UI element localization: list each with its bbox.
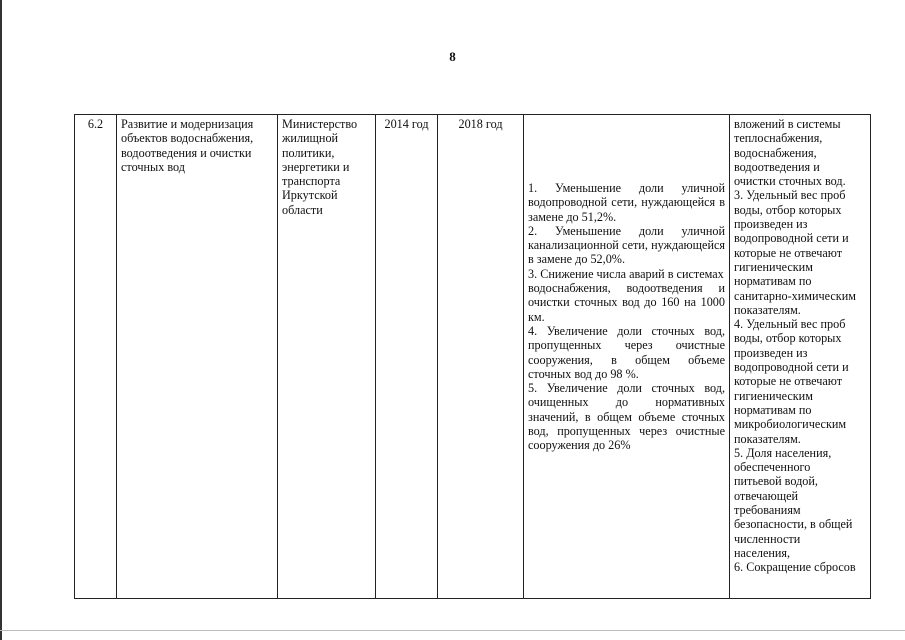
responsible-line: жилищной <box>282 131 339 146</box>
target-line: нормативам по <box>734 402 812 417</box>
result-item: 5. Увеличение доли сточных вод, очищенных до нормативных значений, в общем объеме сточных вод, пропущенных через очистные сооружения до 26% <box>528 381 725 453</box>
target-line: водопроводной сети и <box>734 231 849 246</box>
target-line: отвечающей <box>734 488 799 503</box>
expected-results <box>524 115 730 599</box>
target-line: которые не отвечают <box>734 245 843 260</box>
responsible-line: Иркутской <box>282 188 338 203</box>
responsible-line: Министерство <box>282 117 358 131</box>
target-line: микробиологическим <box>734 417 847 432</box>
responsible-line: политики, <box>282 145 335 160</box>
target-line: гигиеническим <box>734 388 813 403</box>
end-year: 2018 год <box>438 115 524 599</box>
target-line: требованиям <box>734 503 801 518</box>
page-bottom-line <box>0 630 905 631</box>
target-line: численности <box>734 531 801 546</box>
result-item: 3. Снижение числа аварий в системах <box>528 266 724 281</box>
target-line: произведен из <box>734 217 808 232</box>
page-edge-line <box>0 0 2 640</box>
target-line: питьевой водой, <box>734 474 818 489</box>
result-item: водоснабжения, водоотведения и очистки сточных вод до 160 на 1000 км. <box>528 281 725 324</box>
target-line: 6. Сокращение сбросов <box>734 560 856 575</box>
target-line: показателям. <box>734 431 801 446</box>
result-item: 2. Уменьшение доли уличной канализационной сети, нуждающейся в замене до 52,0%. <box>528 223 725 267</box>
target-line: 5. Доля населения, <box>734 445 832 460</box>
target-line: водоснабжения, <box>734 145 817 160</box>
target-line: 4. Удельный вес проб <box>734 317 846 332</box>
row-number: 6.2 <box>75 115 117 599</box>
table-row <box>75 115 871 599</box>
target-line: очистки сточных вод. <box>734 174 846 189</box>
target-line: водопроводной сети и <box>734 360 849 375</box>
responsible-executor <box>278 115 376 599</box>
target-line: которые не отвечают <box>734 374 843 389</box>
responsible-line: транспорта <box>282 174 341 189</box>
target-line: населения, <box>734 545 791 560</box>
target-line: водоотведения и <box>734 159 820 174</box>
target-line: воды, отбор которых <box>734 331 842 346</box>
result-item: 1. Уменьшение доли уличной водопроводной сети, нуждающейся в замене до 51,2%. <box>528 181 725 224</box>
start-year: 2014 год <box>376 115 438 599</box>
target-line: гигиеническим <box>734 259 813 274</box>
target-line: обеспеченного <box>734 460 811 475</box>
target-line: 3. Удельный вес проб <box>734 188 846 203</box>
target-line: показателям. <box>734 302 801 317</box>
responsible-line: энергетики и <box>282 159 350 174</box>
target-line: произведен из <box>734 345 808 360</box>
target-line: теплоснабжения, <box>734 131 823 146</box>
target-line: воды, отбор которых <box>734 202 842 217</box>
page-number: 8 <box>449 49 456 64</box>
measure-title: Развитие и модернизация объектов водоснабжения, водоотведения и очистки сточных вод <box>117 115 278 599</box>
target-line: безопасности, в общей <box>734 517 853 532</box>
target-line: нормативам по <box>734 274 812 289</box>
program-table <box>74 114 871 599</box>
target-indicators <box>730 115 871 599</box>
result-item: 4. Увеличение доли сточных вод, пропущенных через очистные сооружения, в общем объеме сточных вод до 98 %. <box>528 323 725 381</box>
target-line: вложений в системы <box>734 117 841 131</box>
responsible-line: области <box>282 202 323 217</box>
target-line: санитарно-химическим <box>734 288 856 303</box>
